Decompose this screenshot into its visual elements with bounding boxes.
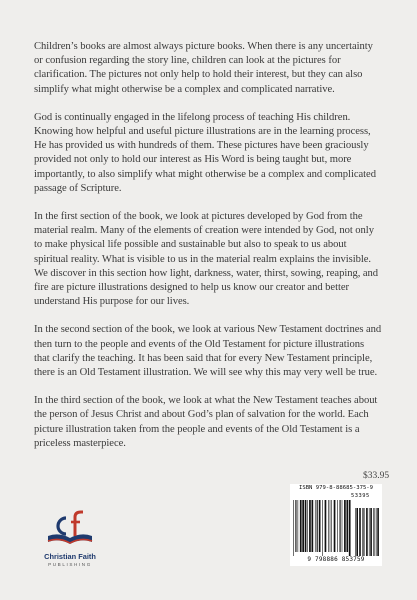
description-paragraph-1: Children’s books are almost always picture books. When there is any uncertainty or confusion regarding the story line, children can look at the pictures for clarification. The pictures not only help to hold their interest, but they can also simplify what might otherwise be a complex and complicated narrative. [34, 41, 373, 95]
publisher-name: Christian Faith [44, 552, 96, 561]
description-paragraph-2: God is continually engaged in the lifelong process of teaching His children. Knowing how helpful and useful picture illustrations are in the learning process, He has provided us with hundreds of them. These pictures have been graciously provided not only to hold our interest as His Word is being taught but, more importantly, to also simplify what might otherwise be a complex and complicated passage of Scripture. [34, 111, 376, 194]
ean-digits: 9 798886 853759 [307, 556, 365, 563]
price-label: $33.95 [363, 471, 390, 481]
description-paragraph-4: In the second section of the book, we look at various New Testament doctrines and then turn to the people and events of the Old Testament for picture illustrations that clarify the teaching. It has been said that for every New Testament principle, there is an Old Testament illustration. We will see why this may very well be true. [34, 324, 382, 379]
barcode-bars [293, 500, 379, 556]
description-paragraph-5: In the third section of the book, we look at what the New Testament teaches about the person of Jesus Christ and about God’s plan of salvation for the world. Each picture illustration taken from the people and events of the Old Testament is a priceless masterpiece. [34, 395, 378, 449]
cf-book-logo-icon [44, 508, 96, 550]
publisher-tagline: PUBLISHING [48, 562, 92, 567]
isbn-number: ISBN 979-8-88685-375-9 [298, 485, 374, 491]
price-addon-digits: 53395 [351, 493, 370, 499]
isbn-barcode [290, 484, 382, 566]
back-cover-description [34, 40, 382, 465]
description-paragraph-3: In the first section of the book, we look at pictures developed by God from the material realm. Many of the elements of creation were intended by God, not only to make physical life possible and sustainable but also to speak to us about spiritual reality. What is visible to us in the material realm explains the invisible. We discover in this section how light, darkness, water, thirst, sowing, reaping, and fire are picture illustrations designed to help us know our creator and better understand His purpose for our lives. [34, 211, 379, 308]
publisher-logo [30, 508, 110, 578]
